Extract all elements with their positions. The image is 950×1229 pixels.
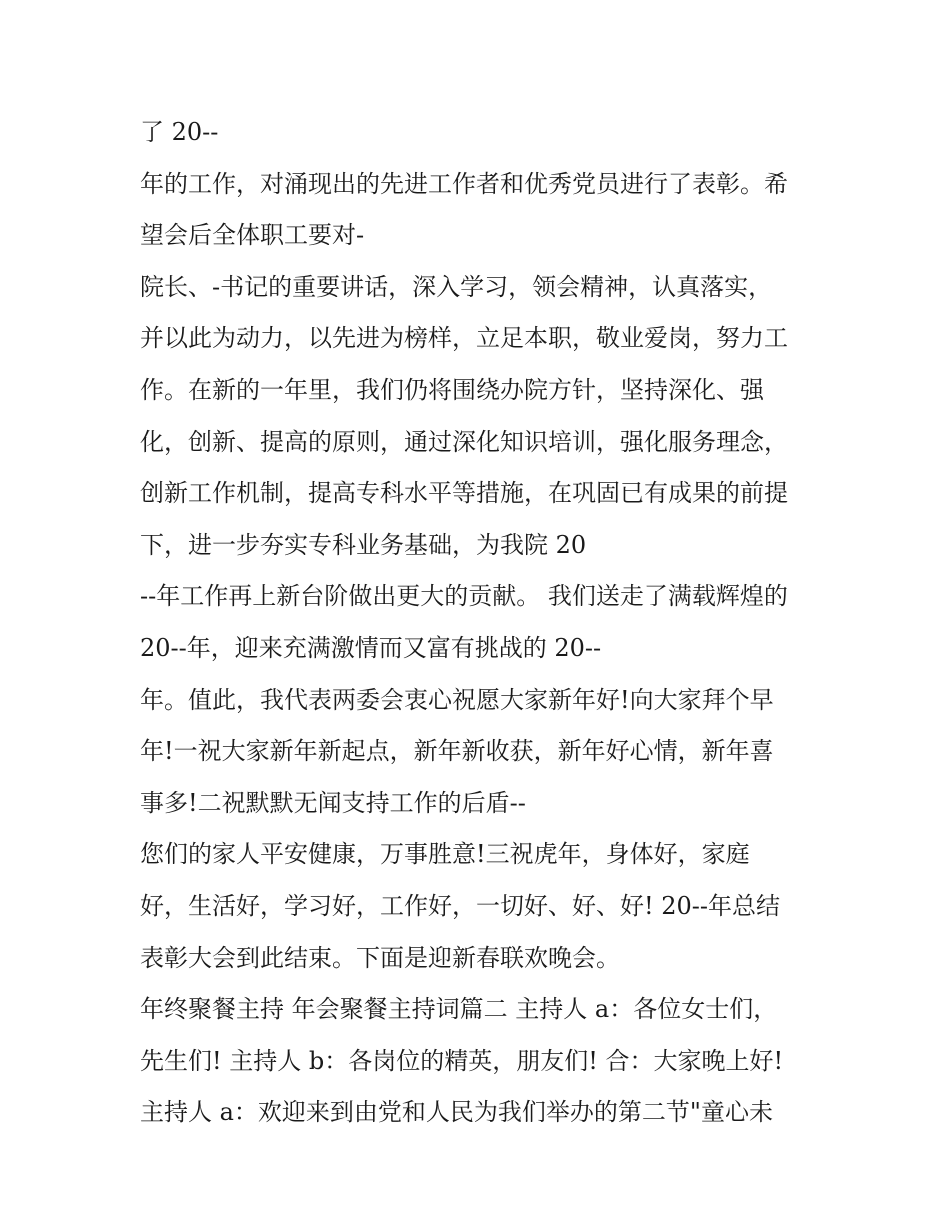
text-line: 创新工作机制，提高专科水平等措施，在巩固已有成果的前提: [140, 479, 788, 508]
text-line: 您们的家人平安健康，万事胜意!三祝虎年，身体好，家庭: [140, 840, 750, 869]
text-line: 年终聚餐主持 年会聚餐主持词篇二 主持人 a：各位女士们，: [140, 995, 778, 1024]
text-line: 事多!二祝默默无闻支持工作的后盾--: [140, 788, 526, 817]
text-line: 望会后全体职工要对-: [140, 221, 365, 250]
text-line: 表彰大会到此结束。下面是迎新春联欢晚会。: [140, 943, 620, 972]
text-line: 20--年，迎来充满激情而又富有挑战的 20--: [140, 633, 602, 662]
text-line: 年。值此，我代表两委会衷心祝愿大家新年好!向大家拜个早: [140, 685, 774, 714]
text-line: 作。在新的一年里，我们仍将围绕办院方针，坚持深化、强: [140, 375, 764, 404]
body-text: [140, 107, 830, 1139]
text-line: 院长、-书记的重要讲话，深入学习，领会精神，认真落实，: [140, 272, 773, 301]
text-line: 并以此为动力，以先进为榜样，立足本职，敬业爱岗，努力工: [140, 324, 788, 353]
text-line: 主持人 a：欢迎来到由党和人民为我们举办的第二节"童心未: [140, 1098, 773, 1127]
text-line: 先生们! 主持人 b：各岗位的精英，朋友们! 合：大家晚上好!: [140, 1046, 784, 1075]
text-line: 年的工作，对涌现出的先进工作者和优秀党员进行了表彰。希: [140, 169, 788, 198]
text-line: 年!一祝大家新年新起点，新年新收获，新年好心情，新年喜: [140, 737, 774, 766]
text-line: --年工作再上新台阶做出更大的贡献。 我们送走了满载辉煌的: [140, 582, 788, 611]
text-line: 下，进一步夯实专科业务基础，为我院 20: [140, 530, 587, 559]
text-line: 了 20--: [140, 118, 219, 146]
text-line: 化，创新、提高的原则，通过深化知识培训，强化服务理念，: [140, 427, 788, 456]
text-line: 好，生活好，学习好，工作好，一切好、好、好! 20--年总结: [140, 891, 781, 920]
